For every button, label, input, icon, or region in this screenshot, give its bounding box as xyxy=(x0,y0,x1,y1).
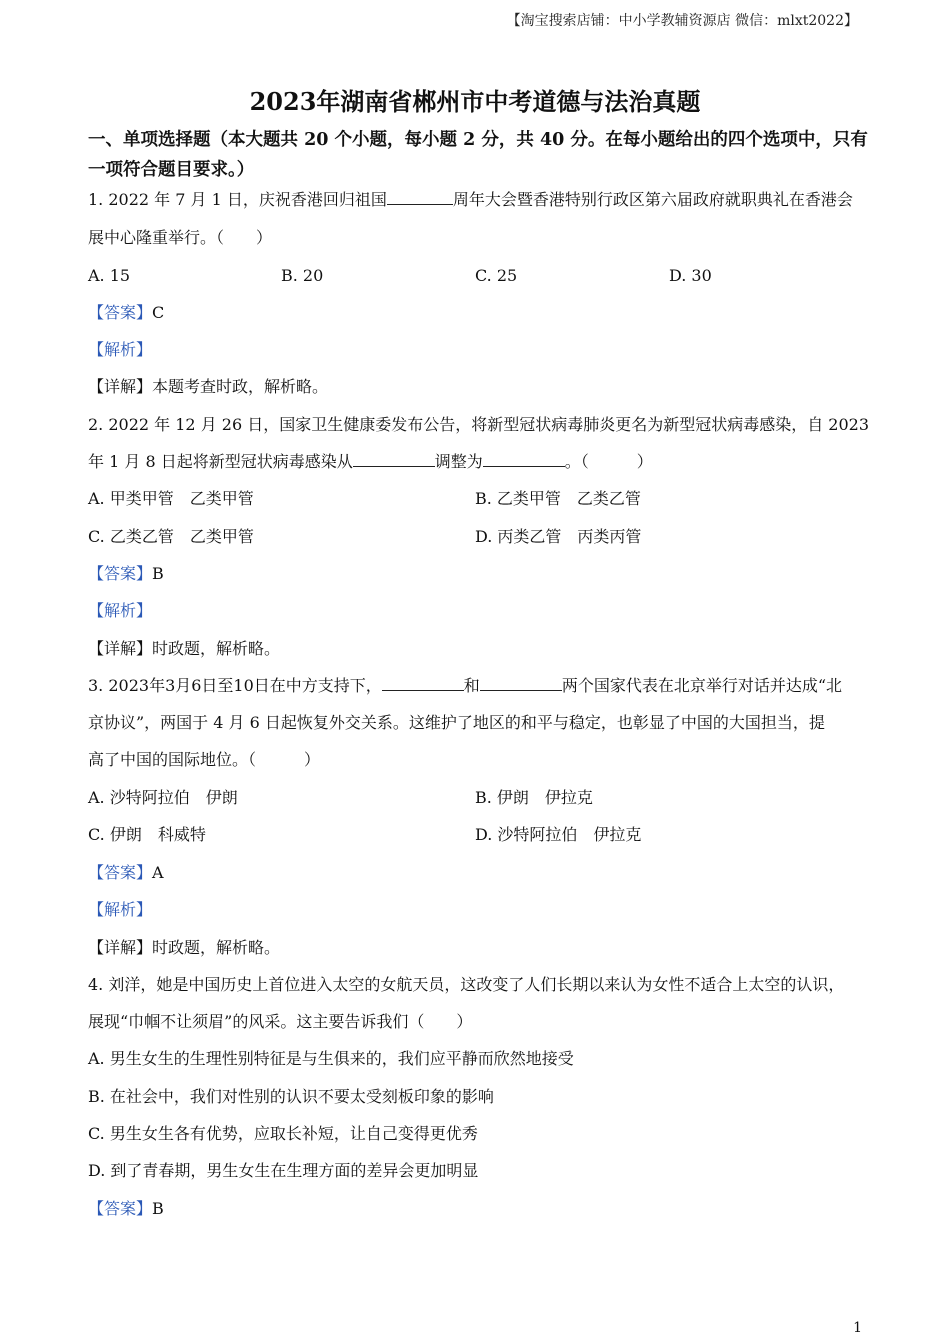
detail-label: 【详解】 xyxy=(88,377,153,396)
q1-option-c: C. 25 xyxy=(475,266,518,285)
q3-blank-1 xyxy=(382,675,464,691)
q4-answer xyxy=(88,1198,164,1220)
q2-option-b: B. 乙类甲管 乙类乙管 xyxy=(475,489,641,508)
q2-analysis xyxy=(88,600,152,622)
q3-option-b: B. 伊朗 伊拉克 xyxy=(475,788,593,807)
q2-detail xyxy=(88,638,280,660)
q1-detail-text: 本题考查时政，解析略。 xyxy=(152,377,329,396)
answer-label: 【答案】 xyxy=(88,1199,153,1218)
q2-line2 xyxy=(88,451,653,473)
q2-line1: 2. 2022 年 12 月 26 日，国家卫生健康委发布公告，将新型冠状病毒肺炎更名为新型冠状病毒感染，自 2023 xyxy=(88,415,870,434)
q3-option-a: A. 沙特阿拉伯 伊朗 xyxy=(88,788,238,807)
q1-text-a: 1. 2022 年 7 月 1 日，庆祝香港回归祖国 xyxy=(88,190,387,209)
q1-option-d: D. 30 xyxy=(669,266,712,285)
q1-line2: 展中心隆重举行。（ ） xyxy=(88,228,273,247)
detail-label: 【详解】 xyxy=(88,639,153,658)
q1-answer-value: C xyxy=(152,303,165,322)
q4-option-a: A. 男生女生的生理性别特征是与生俱来的，我们应平静而欣然地接受 xyxy=(88,1049,574,1068)
q1-text-b: 周年大会暨香港特别行政区第六届政府就职典礼在香港会 xyxy=(452,190,853,209)
q1-blank xyxy=(387,189,453,205)
answer-label: 【答案】 xyxy=(88,863,153,882)
q2-blank-2 xyxy=(483,451,565,467)
analysis-label: 【解析】 xyxy=(88,900,153,919)
q3-answer xyxy=(88,862,164,884)
q4-line2: 展现“巾帼不让须眉”的风采。这主要告诉我们（ ） xyxy=(88,1012,473,1031)
page-title: 2023年湖南省郴州市中考道德与法治真题 xyxy=(249,87,701,116)
q2-option-a: A. 甲类甲管 乙类甲管 xyxy=(88,489,254,508)
q3-line2: 京协议”，两国于 4 月 6 日起恢复外交关系。这维护了地区的和平与稳定，也彰显了中国的大国担当，提 xyxy=(88,713,825,732)
q4-line1: 4. 刘洋，她是中国历史上首位进入太空的女航天员，这改变了人们长期以来认为女性不适合上太空的认识， xyxy=(88,975,845,994)
q2-detail-text: 时政题，解析略。 xyxy=(152,639,281,658)
q3-text-c: 两个国家代表在北京举行对话并达成“北 xyxy=(561,676,842,695)
q2-text-b: 调整为 xyxy=(434,452,483,471)
q3-option-d: D. 沙特阿拉伯 伊拉克 xyxy=(475,825,642,844)
q3-text-b: 和 xyxy=(463,676,480,695)
q2-text-a: 年 1 月 8 日起将新型冠状病毒感染从 xyxy=(88,452,353,471)
page-number: 1 xyxy=(853,1320,862,1336)
q1-option-b: B. 20 xyxy=(281,266,324,285)
q3-answer-value: A xyxy=(152,863,164,882)
q2-text-c: 。（ ） xyxy=(564,452,653,471)
q1-analysis xyxy=(88,339,152,361)
analysis-label: 【解析】 xyxy=(88,601,153,620)
q4-answer-value: B xyxy=(152,1199,164,1218)
answer-label: 【答案】 xyxy=(88,303,153,322)
q4-option-b: B. 在社会中，我们对性别的认识不要太受刻板印象的影响 xyxy=(88,1087,494,1106)
q1-detail xyxy=(88,376,328,398)
analysis-label: 【解析】 xyxy=(88,340,153,359)
q2-option-d: D. 丙类乙管 丙类丙管 xyxy=(475,527,642,546)
q2-blank-1 xyxy=(353,451,435,467)
q3-blank-2 xyxy=(480,675,562,691)
answer-label: 【答案】 xyxy=(88,564,153,583)
q3-option-c: C. 伊朗 科威特 xyxy=(88,825,206,844)
q1-option-a: A. 15 xyxy=(88,266,131,285)
q2-answer-value: B xyxy=(152,564,164,583)
q3-line1 xyxy=(88,675,842,697)
q3-analysis xyxy=(88,899,152,921)
q2-option-c: C. 乙类乙管 乙类甲管 xyxy=(88,527,254,546)
section-heading: 一、单项选择题（本大题共 20 个小题，每小题 2 分，共 40 分。在每小题给出的四个选项中，只有一项符合题目要求。） xyxy=(88,130,868,180)
q2-answer xyxy=(88,563,164,585)
q3-text-a: 3. 2023年3月6日至10日在中方支持下， xyxy=(88,676,382,695)
detail-label: 【详解】 xyxy=(88,938,153,957)
q3-detail-text: 时政题，解析略。 xyxy=(152,938,281,957)
q1-line1 xyxy=(88,189,853,211)
q4-option-d: D. 到了青春期，男生女生在生理方面的差异会更加明显 xyxy=(88,1161,479,1180)
header-note: 【淘宝搜索店铺：中小学教辅资源店 微信：mlxt2022】 xyxy=(506,13,858,29)
q3-detail xyxy=(88,937,280,959)
q1-answer xyxy=(88,302,164,324)
q3-line3: 高了中国的国际地位。（ ） xyxy=(88,750,321,769)
q4-option-c: C. 男生女生各有优势，应取长补短，让自己变得更优秀 xyxy=(88,1124,478,1143)
